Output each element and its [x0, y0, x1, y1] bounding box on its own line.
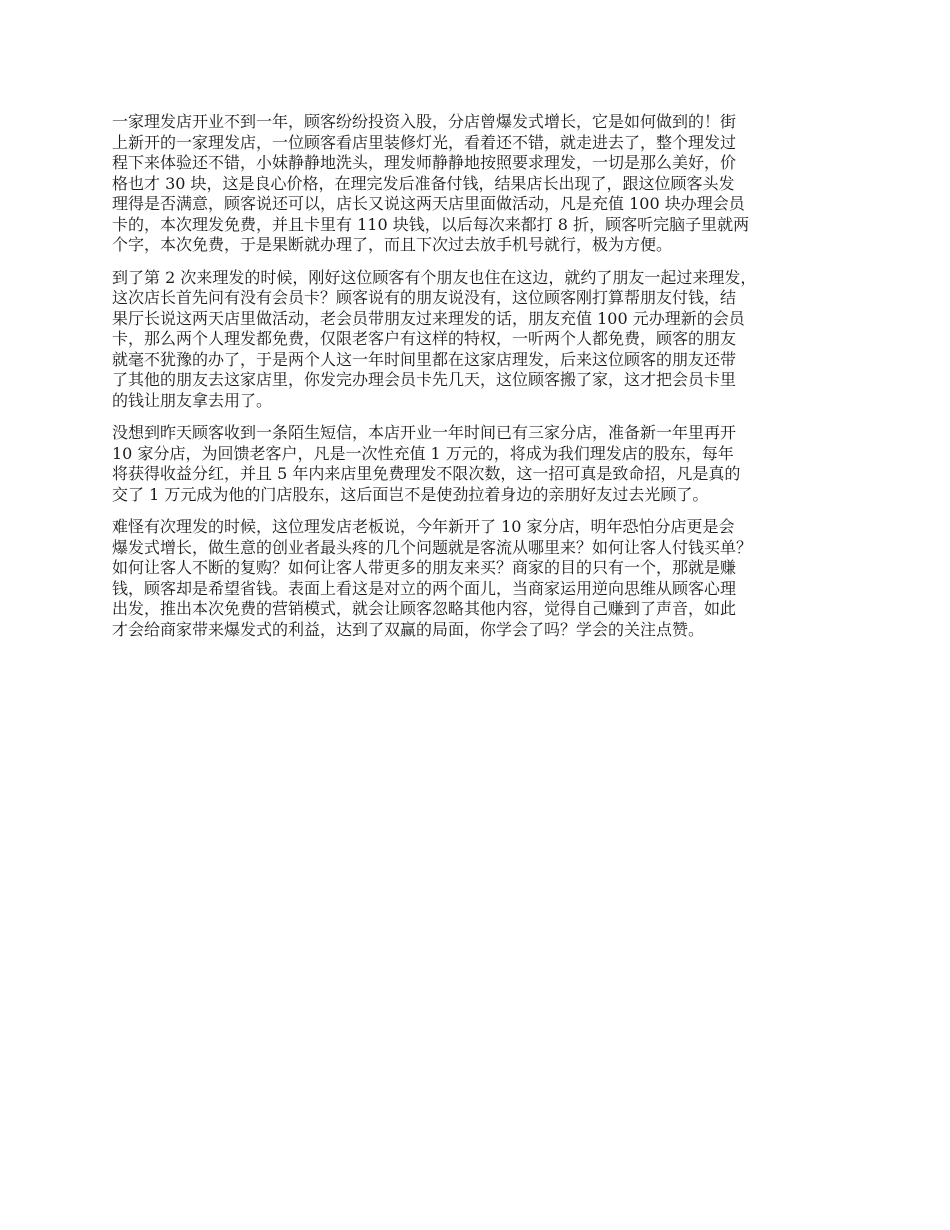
paragraph-line: 才会给商家带来爆发式的利益，达到了双赢的局面，你学会了吗？学会的关注点赞。	[112, 619, 705, 639]
paragraph-line: 到了第 2 次来理发的时候，刚好这位顾客有个朋友也住在这边，就约了朋友一起过来理发，	[112, 267, 757, 287]
paragraph-3	[112, 423, 840, 505]
paragraph-line: 钱，顾客却是希望省钱。表面上看这是对立的两个面儿，当商家运用逆向思维从顾客心理	[112, 578, 737, 598]
paragraph-line: 上新开的一家理发店，一位顾客看店里装修灯光，看着还不错，就走进去了，整个理发过	[112, 132, 737, 152]
paragraph-line: 的钱让朋友拿去用了。	[112, 390, 273, 410]
paragraph-line: 这次店长首先问有没有会员卡？顾客说有的朋友说没有，这位顾客刚打算帮朋友付钱，结	[112, 288, 737, 307]
paragraph-line: 10 家分店，为回馈老客户，凡是一次性充值 1 万元的，将成为我们理发店的股东，每年	[112, 443, 734, 463]
paragraph-line: 格也才 30 块，这是良心价格，在理完发后准备付钱，结果店长出现了，跟这位顾客头发	[112, 173, 735, 193]
document-body	[112, 112, 840, 652]
paragraph-line: 出发，推出本次免费的营销模式，就会让顾客忽略其他内容，觉得自己赚到了声音，如此	[112, 599, 737, 618]
paragraph-line: 卡的，本次理发免费，并且卡里有 110 块钱，以后每次来都打 8 折，顾客听完脑子里就两	[112, 214, 750, 234]
paragraph-line: 果厅长说这两天店里做活动，老会员带朋友过来理发的话，朋友充值 100 元办理新的会员	[112, 308, 745, 328]
paragraph-line: 了其他的朋友去这家店里，你发完办理会员卡先几天，这位顾客搬了家，这才把会员卡里	[112, 370, 737, 389]
paragraph-line: 难怪有次理发的时候，这位理发店老板说，今年新开了 10 家分店，明年恐怕分店更是会	[112, 517, 735, 536]
paragraph-line: 交了 1 万元成为他的门店股东，这后面岂不是使劲拉着身边的亲朋好友过去光顾了。	[112, 484, 709, 504]
paragraph-line: 没想到昨天顾客收到一条陌生短信，本店开业一年时间已有三家分店，准备新一年里再开	[112, 423, 737, 442]
paragraph-line: 个字，本次免费，于是果断就办理了，而且下次过去放手机号就行，极为方便。	[112, 235, 673, 254]
paragraph-2	[112, 268, 840, 412]
paragraph-4	[112, 517, 840, 640]
paragraph-line: 就毫不犹豫的办了，于是两个人这一年时间里都在这家店理发，后来这位顾客的朋友还带	[112, 349, 737, 369]
paragraph-line: 如何让客人不断的复购？如何让客人带更多的朋友来买？商家的目的只有一个，那就是赚	[112, 558, 737, 577]
paragraph-line: 卡，那么两个人理发都免费，仅限老客户有这样的特权，一听两个人都免费，顾客的朋友	[112, 329, 737, 348]
paragraph-line: 理得是否满意，顾客说还可以，店长又说这两天店里面做活动，凡是充值 100 块办理会员	[112, 194, 745, 213]
paragraph-line: 爆发式增长，做生意的创业者最头疼的几个问题就是客流从哪里来？如何让客人付钱买单？	[112, 537, 753, 557]
paragraph-line: 一家理发店开业不到一年，顾客纷纷投资入股，分店曾爆发式增长，它是如何做到的！街	[112, 112, 737, 131]
paragraph-line: 将获得收益分红，并且 5 年内来店里免费理发不限次数，这一招可真是致命招，凡是真的	[112, 464, 741, 483]
paragraph-1	[112, 112, 840, 256]
paragraph-line: 程下来体验还不错，小妹静静地洗头，理发师静静地按照要求理发，一切是那么美好，价	[112, 153, 737, 172]
